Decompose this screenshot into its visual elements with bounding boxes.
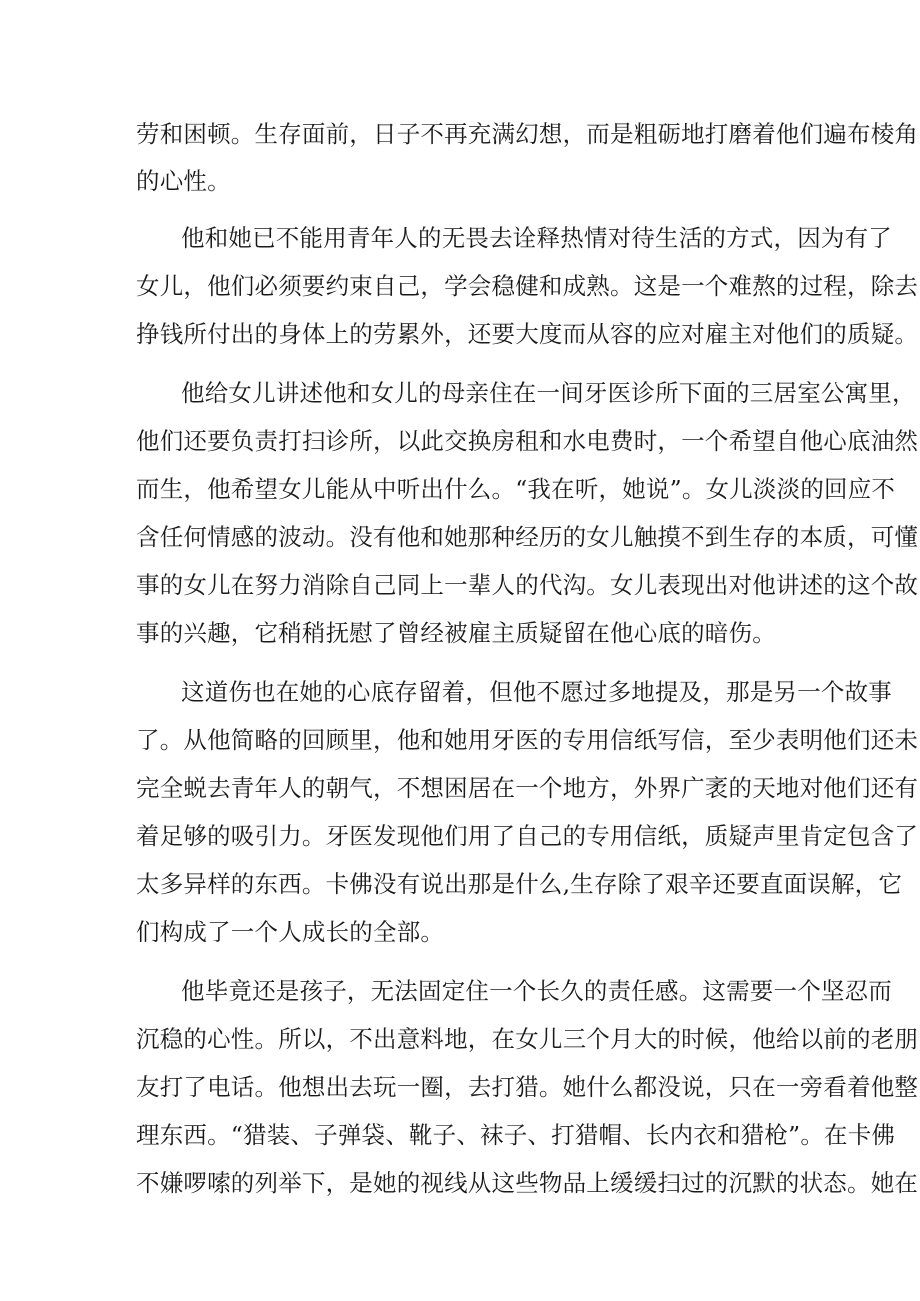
text-line: 而生，他希望女儿能从中听出什么。“我在听，她说”。女儿淡淡的回应不 bbox=[136, 475, 896, 503]
text-line: 他们还要负责打扫诊所，以此交换房租和水电费时，一个希望自他心底油然 bbox=[136, 427, 919, 455]
text-line: 女儿，他们必须要约束自己，学会稳健和成熟。这是一个难熬的过程，除去 bbox=[136, 272, 919, 300]
paragraph-first-line: 他给女儿讲述他和女儿的母亲住在一间牙医诊所下面的三居室公寓里， bbox=[181, 379, 916, 407]
text-line: 太多异样的东西。卡佛没有说出那是什么,生存除了艰辛还要直面误解，它 bbox=[136, 870, 903, 898]
text-line: 事的女儿在努力消除自己同上一辈人的代沟。女儿表现出对他讲述的这个故 bbox=[136, 571, 919, 599]
text-line: 了。从他简略的回顾里，他和她用牙医的专用信纸写信，至少表明他们还未 bbox=[136, 726, 919, 754]
text-line: 含任何情感的波动。没有他和她那种经历的女儿触摸不到生存的本质，可懂 bbox=[136, 523, 919, 551]
text-line: 们构成了一个人成长的全部。 bbox=[136, 918, 445, 946]
paragraph-first-line: 这道伤也在她的心底存留着，但他不愿过多地提及，那是另一个故事 bbox=[181, 678, 892, 706]
text-line: 劳和困顿。生存面前，日子不再充满幻想，而是粗砺地打磨着他们遍布棱角 bbox=[136, 120, 919, 148]
paragraph-first-line: 他毕竟还是孩子，无法固定住一个长久的责任感。这需要一个坚忍而 bbox=[181, 977, 892, 1005]
text-line: 不嫌啰嗦的列举下，是她的视线从这些物品上缓缓扫过的沉默的状态。她在 bbox=[136, 1169, 919, 1197]
paragraph-first-line: 他和她已不能用青年人的无畏去诠释热情对待生活的方式，因为有了 bbox=[181, 224, 892, 252]
text-line: 着足够的吸引力。牙医发现他们用了自己的专用信纸，质疑声里肯定包含了 bbox=[136, 822, 919, 850]
text-line: 挣钱所付出的身体上的劳累外，还要大度而从容的应对雇主对他们的质疑。 bbox=[136, 320, 919, 348]
text-line: 友打了电话。他想出去玩一圈，去打猎。她什么都没说，只在一旁看着他整 bbox=[136, 1073, 919, 1101]
text-line: 完全蜕去青年人的朝气，不想困居在一个地方，外界广袤的天地对他们还有 bbox=[136, 774, 919, 802]
text-line: 事的兴趣，它稍稍抚慰了曾经被雇主质疑留在他心底的暗伤。 bbox=[136, 619, 776, 647]
text-line: 的心性。 bbox=[136, 167, 231, 195]
text-line: 沉稳的心性。所以，不出意料地，在女儿三个月大的时候，他给以前的老朋 bbox=[136, 1025, 919, 1053]
text-line: 理东西。“猎装、子弹袋、靴子、袜子、打猎帽、长内衣和猎枪”。在卡佛 bbox=[136, 1121, 896, 1149]
